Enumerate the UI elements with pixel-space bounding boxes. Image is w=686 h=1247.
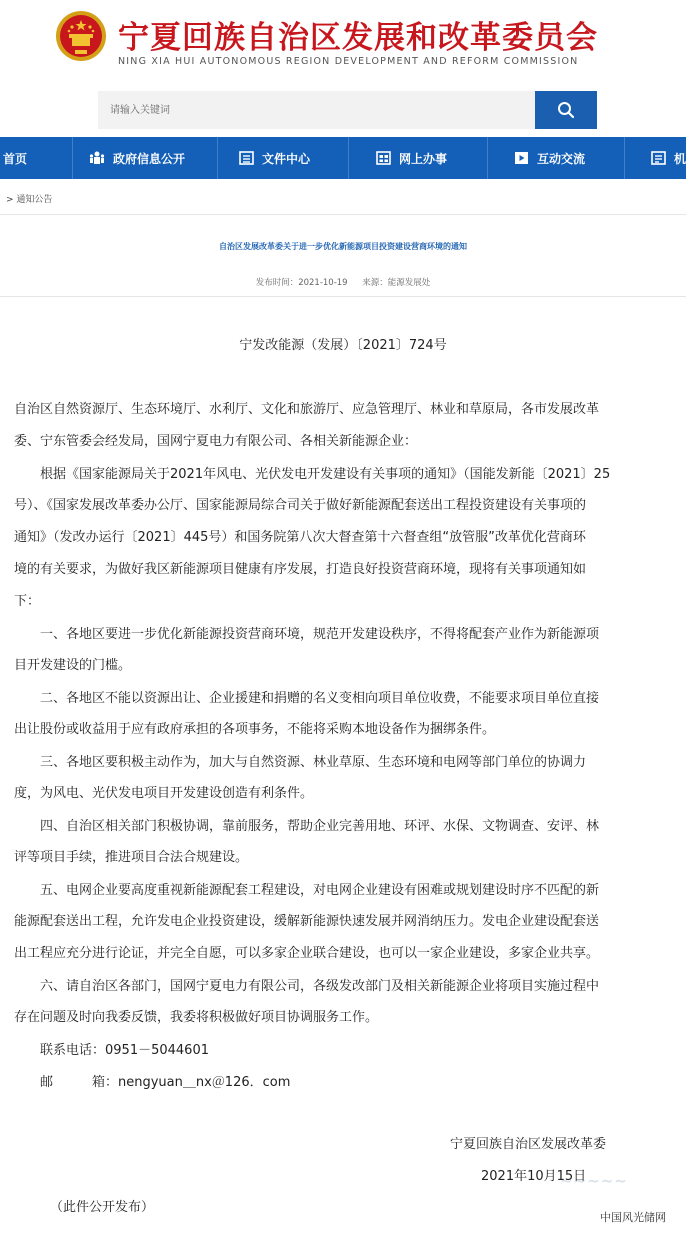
- contact-email: 邮 箱：nengyuan＿nx＠126．com: [14, 1075, 291, 1090]
- signature-organization: 宁夏回族自治区发展改革委: [450, 1137, 607, 1152]
- nav-item-label: 文件中心: [262, 151, 311, 166]
- nav-item-home[interactable]: [3, 137, 27, 179]
- nav-item-document-center[interactable]: [239, 137, 310, 179]
- body-line: 五、电网企业要高度重视新能源配套工程建设，对电网企业建设有困难或规划建设时序不匹配的新: [14, 883, 600, 898]
- nav-item-label: 机: [674, 151, 686, 166]
- search-button[interactable]: [535, 91, 597, 129]
- nav-divider: [72, 137, 73, 179]
- search-icon: [557, 101, 575, 119]
- body-line: 自治区自然资源厅、生态环境厅、水利厅、文化和旅游厅、应急管理厅、林业和草原局，各市发展改革: [14, 402, 600, 417]
- site-header: [0, 0, 686, 78]
- nav-divider: [217, 137, 218, 179]
- nav-item-label: 互动交流: [537, 151, 586, 166]
- article-meta: [0, 276, 686, 288]
- body-line: 委、宁东管委会经发局，国网宁夏电力有限公司、各相关新能源企业：: [14, 434, 418, 449]
- publish-note: （此件公开发布）: [50, 1200, 155, 1215]
- body-line: 评等项目手续，推进项目合法合规建设。: [14, 850, 249, 865]
- grid-window-icon: [376, 151, 391, 165]
- body-line: 四、自治区相关部门积极协调，靠前服务，帮助企业完善用地、环评、水保、文物调查、安评、林: [14, 819, 600, 834]
- document-list-icon: [239, 151, 254, 165]
- body-line: 能源配套送出工程，允许发电企业投资建设，缓解新能源快速发展并网消纳压力。发电企业建设配套送: [14, 914, 600, 929]
- body-line: 出让股份或收益用于应有政府承担的各项事务，不能将采购本地设备作为捆绑条件。: [14, 722, 496, 737]
- main-nav: [0, 137, 686, 179]
- nav-item-online-service[interactable]: [376, 137, 447, 179]
- body-line: 度，为风电、光伏发电项目开发建设创造有利条件。: [14, 786, 314, 801]
- document-number: 宁发改能源（发展）〔2021〕724号: [239, 338, 447, 353]
- nav-divider: [348, 137, 349, 179]
- publish-time: 发布时间：2021-10-19: [255, 278, 348, 288]
- body-line: 出工程应充分进行论证，并完全自愿，可以多家企业联合建设，也可以一家企业建设，多家企业共享。: [14, 946, 600, 961]
- signature-date: 2021年10月15日: [481, 1169, 587, 1184]
- nav-divider: [487, 137, 488, 179]
- title-divider: [0, 296, 686, 297]
- nav-divider: [624, 137, 625, 179]
- nav-item-label: 政府信息公开: [113, 151, 186, 166]
- body-line: 下：: [14, 594, 41, 609]
- nav-item-label: 网上办事: [399, 151, 448, 166]
- body-line: 通知》（发改办运行〔2021〕445号）和国务院第八次大督查第十六督查组“放管服”改革优化营商环: [14, 530, 586, 545]
- nav-item-interaction[interactable]: [514, 137, 585, 179]
- body-line: 根据《国家能源局关于2021年风电、光伏发电开发建设有关事项的通知》（国能发新能〔2021〕25: [14, 467, 611, 482]
- breadcrumb[interactable]: > 通知公告: [6, 195, 53, 205]
- nav-item-label: 首页: [3, 151, 28, 166]
- contact-phone: 联系电话：0951－5044601: [14, 1043, 209, 1058]
- list-icon: [651, 151, 666, 165]
- body-line: 号）、《国家发展改革委办公厅、国家能源局综合司关于做好新能源配套送出工程投资建设有关事项的: [14, 498, 587, 513]
- article-title: 自治区发展改革委关于进一步优化新能源项目投资建设营商环境的通知: [219, 242, 467, 251]
- watermark-text: 中国风光储网: [600, 1211, 666, 1224]
- site-name-chinese: 宁夏回族自治区发展和改革委员会: [118, 20, 598, 56]
- body-line: 一、各地区要进一步优化新能源投资营商环境，规范开发建设秩序，不得将配套产业作为新能源项: [14, 627, 600, 642]
- breadcrumb-divider: [0, 214, 686, 215]
- body-line: 境的有关要求，为做好我区新能源项目健康有序发展，打造良好投资营商环境，现将有关事项通知如: [14, 562, 587, 577]
- article-source: 来源：能源发展处: [362, 278, 431, 288]
- body-line: 二、各地区不能以资源出让、企业援建和捐赠的名义变相向项目单位收费，不能要求项目单位直接: [14, 691, 600, 706]
- search-bar: [98, 91, 597, 129]
- site-name-english: NING XIA HUI AUTONOMOUS REGION DEVELOPMENT AND REFORM COMMISSION: [118, 56, 579, 67]
- body-line: 存在问题及时向我委反馈，我委将积极做好项目协调服务工作。: [14, 1010, 379, 1025]
- people-icon: [89, 151, 105, 165]
- national-emblem-icon: [55, 10, 107, 62]
- nav-item-government-info[interactable]: [89, 137, 185, 179]
- search-input[interactable]: [98, 91, 535, 129]
- play-box-icon: [514, 151, 529, 165]
- watermark-logo: ~~~~~: [560, 1172, 628, 1190]
- body-line: 三、各地区要积极主动作为，加大与自然资源、林业草原、生态环境和电网等部门单位的协调力: [14, 755, 587, 770]
- body-line: 六、请自治区各部门，国网宁夏电力有限公司，各级发改部门及相关新能源企业将项目实施过程中: [14, 979, 600, 994]
- nav-item-organization[interactable]: [651, 137, 686, 179]
- body-line: 目开发建设的门槛。: [14, 658, 132, 673]
